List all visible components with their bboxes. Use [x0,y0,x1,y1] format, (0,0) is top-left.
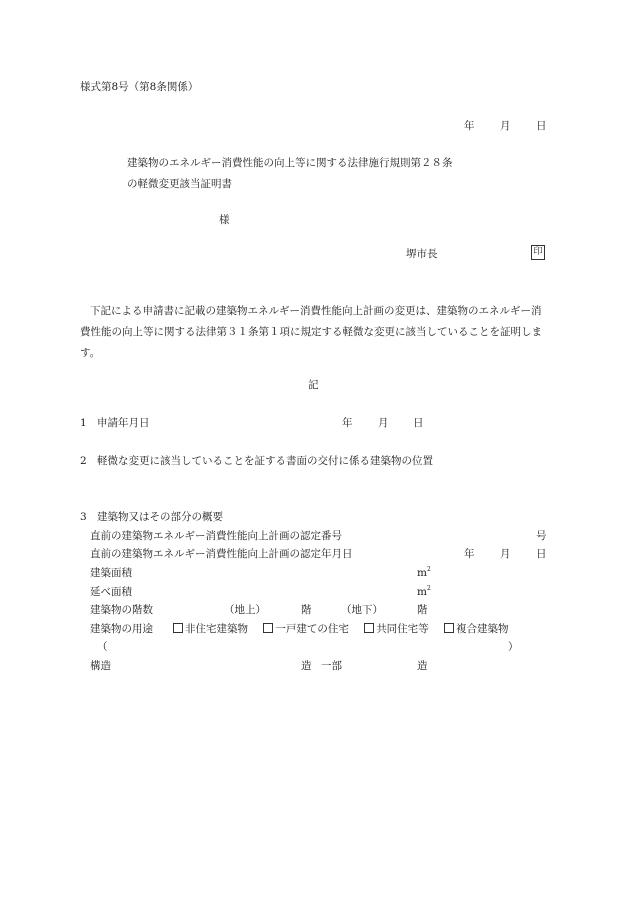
issuer-name: 堺市長 [406,248,438,260]
structure-main-unit: 造 [301,660,312,672]
use-option-apartment[interactable]: 共同住宅等 [364,623,429,635]
use-label: 建築物の用途 [90,623,153,635]
cert-day: 日 [536,548,547,560]
floors-label: 建築物の階数 [90,604,153,616]
floor-area-label: 延べ面積 [90,586,132,598]
seal-stamp: 印 [531,245,545,260]
structure-label: 構造 [90,660,111,672]
above-ground-label: （地上） [224,604,266,616]
cert-year: 年 [464,548,475,560]
use-paren-close: ） [508,641,519,653]
item-2-label: 軽微な変更に該当していることを証する書面の交付に係る建築物の位置 [97,455,433,467]
date-day-label: 日 [536,120,547,132]
checkbox-icon[interactable] [364,623,374,633]
structure-partial-label: 一部 [321,660,342,672]
ki-heading: 記 [308,379,319,391]
item-3-label: 建築物又はその部分の概要 [97,511,223,523]
checkbox-icon[interactable] [263,623,273,633]
use-paren-open: （ [97,641,108,653]
title-line-2: の軽微変更該当証明書 [127,178,232,190]
date-month-label: 月 [500,120,511,132]
above-ground-unit: 階 [301,604,312,616]
below-ground-label: （地下） [341,604,383,616]
addressee-suffix: 様 [219,214,230,226]
intro-paragraph: 下記による申請書に記載の建築物エネルギー消費性能向上計画の変更は、建築物のエネルギー消費性能の向上等に関する法律第３１条第１項に規定する軽微な変更に該当していることを証明します。 [80,305,542,359]
structure-partial-unit: 造 [417,660,428,672]
checkbox-icon[interactable] [173,623,183,633]
floor-area-unit: $m^2$ [417,585,431,598]
use-option-detached-house[interactable]: 一戸建ての住宅 [263,623,349,635]
building-area-label: 建築面積 [90,567,132,579]
cert-date-label: 直前の建築物エネルギー消費性能向上計画の認定年月日 [90,548,353,560]
item-1-day: 日 [413,417,424,429]
item-1-number: 1 [80,417,87,429]
cert-number-suffix: 号 [536,530,547,542]
building-area-unit: $m^2$ [417,566,431,579]
checkbox-icon[interactable] [444,623,454,633]
item-1-year: 年 [342,417,353,429]
item-2-number: 2 [80,455,87,467]
date-year-label: 年 [464,120,475,132]
use-option-mixed[interactable]: 複合建築物 [444,623,509,635]
use-option-non-residential[interactable]: 非住宅建築物 [173,623,248,635]
form-number: 様式第8号（第8条関係） [80,81,199,93]
use-options [173,622,509,637]
below-ground-unit: 階 [417,604,428,616]
item-1-month: 月 [378,417,389,429]
item-3-number: 3 [80,511,87,523]
cert-number-label: 直前の建築物エネルギー消費性能向上計画の認定番号 [90,530,342,542]
title-line-1: 建築物のエネルギー消費性能の向上等に関する法律施行規則第２８条 [127,157,453,169]
item-1-label: 申請年月日 [97,417,150,429]
cert-month: 月 [500,548,511,560]
